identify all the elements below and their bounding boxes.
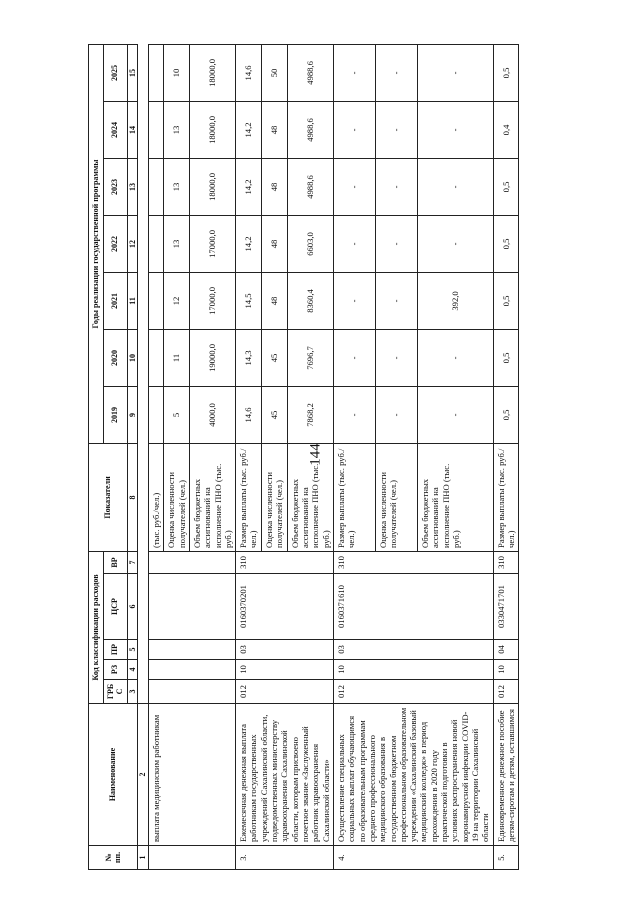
header-years-group: Годы реализации государственной программы — [89, 44, 104, 443]
indicator-label: Оценка численности получателей (чел.) — [261, 443, 287, 551]
year-value-cell: - — [417, 386, 493, 443]
code-grbs: 012 — [493, 680, 519, 704]
code-csr: 0160371610 — [333, 574, 493, 640]
year-value-cell: - — [417, 44, 493, 101]
year-value-cell: 13 — [164, 101, 190, 158]
code-rz: 10 — [236, 660, 334, 680]
col-number: 2 — [138, 704, 149, 846]
col-number: 8 — [127, 443, 138, 551]
col-number: 7 — [127, 551, 138, 573]
col-number: 1 — [138, 846, 149, 870]
year-value-cell: 0,5 — [493, 158, 519, 215]
year-value-cell: - — [333, 215, 375, 272]
code-grbs: 012 — [236, 680, 334, 704]
indicator-label: Объем бюджетных ассигнований на исполнение ПНО (тыс. руб.) — [287, 443, 333, 551]
year-value-cell — [148, 386, 163, 443]
year-value-cell: - — [375, 215, 417, 272]
indicator-label: Размер выплаты (тыс. руб./чел.) — [236, 443, 262, 551]
row-number — [148, 846, 235, 870]
rotated-table-wrapper — [88, 10, 519, 870]
table-body — [148, 44, 518, 869]
code-grbs: 012 — [333, 680, 493, 704]
year-value-cell: 8360,4 — [287, 272, 333, 329]
year-value-cell — [148, 329, 163, 386]
year-value-cell: 0,5 — [493, 44, 519, 101]
year-value-cell: 10 — [164, 44, 190, 101]
year-value-cell: 17000,0 — [189, 215, 235, 272]
col-number: 15 — [127, 44, 138, 101]
year-value-cell — [148, 101, 163, 158]
code-rz: 10 — [333, 660, 493, 680]
year-value-cell — [148, 44, 163, 101]
indicator-label: Размер выплаты (тыс. руб./чел.) — [493, 443, 519, 551]
row-name: Ежемесячная денежная выплата работникам государственных учреждений Сахалинской области, подведомственных министерству здравоохранения Сахалинской области, которым присвоено почетное звание «Заслуженный работник здравоохранения Сахалинской области» — [236, 704, 334, 846]
indicator-label: Объем бюджетных ассигнований на исполнение ПНО (тыс. руб.) — [417, 443, 493, 551]
col-number: 3 — [127, 680, 138, 704]
col-number: 11 — [127, 272, 138, 329]
table-row — [333, 44, 375, 869]
header-rz: РЗ — [103, 660, 127, 680]
year-value-cell: - — [333, 386, 375, 443]
year-value-cell: 0,5 — [493, 386, 519, 443]
year-value-cell: 48 — [261, 272, 287, 329]
table-row — [236, 44, 262, 869]
year-value-cell: 18000,0 — [189, 158, 235, 215]
year-value-cell: 4988,6 — [287, 158, 333, 215]
year-value-cell: 14,6 — [236, 44, 262, 101]
year-value-cell: 6603,0 — [287, 215, 333, 272]
indicator-label: Оценка численности получателей (чел.) — [164, 443, 190, 551]
year-value-cell: 14,3 — [236, 329, 262, 386]
year-value-cell: 18000,0 — [189, 44, 235, 101]
year-value-cell: - — [333, 158, 375, 215]
row-number: 4. — [333, 846, 493, 870]
year-value-cell: - — [417, 101, 493, 158]
year-value-cell: 0,4 — [493, 101, 519, 158]
year-value-cell — [148, 158, 163, 215]
header-code-group: Код классификации расходов — [89, 551, 104, 703]
year-value-cell: - — [375, 101, 417, 158]
header-no: № пп. — [89, 846, 138, 870]
header-year: 2024 — [103, 101, 127, 158]
header-year: 2022 — [103, 215, 127, 272]
code-vr: 310 — [333, 551, 493, 573]
year-value-cell: - — [417, 329, 493, 386]
row-name: Осуществление специальных социальных выплат обучающимся по образовательным программам среднего профессионального медицинского образования в государственном бюджетном профессиональном образовательном учреждении «Сахалинский базовый медицинский колледж» в период прохождения в 2020 году практической подготовки в условиях распространения новой коронавирусной инфекции COVID-19 на территории Сахалинской области — [333, 704, 493, 846]
code-pr — [148, 640, 235, 660]
header-pr: ПР — [103, 640, 127, 660]
year-value-cell: - — [375, 329, 417, 386]
year-value-cell: 48 — [261, 101, 287, 158]
year-value-cell: 45 — [261, 386, 287, 443]
year-value-cell — [148, 272, 163, 329]
year-value-cell: - — [333, 329, 375, 386]
table-row — [148, 44, 163, 869]
year-value-cell: 4988,6 — [287, 44, 333, 101]
row-name: выплата медицинским работникам — [148, 704, 235, 846]
col-number: 9 — [127, 386, 138, 443]
year-value-cell: 0,5 — [493, 272, 519, 329]
code-rz — [148, 660, 235, 680]
row-number: 5. — [493, 846, 519, 870]
year-value-cell: 48 — [261, 158, 287, 215]
year-value-cell: 18000,0 — [189, 101, 235, 158]
year-value-cell: 19000,0 — [189, 329, 235, 386]
header-year: 2025 — [103, 44, 127, 101]
header-grbs: ГРБС — [103, 680, 127, 704]
year-value-cell: 0,5 — [493, 329, 519, 386]
code-grbs — [148, 680, 235, 704]
code-csr — [148, 574, 235, 640]
year-value-cell: - — [417, 158, 493, 215]
header-year: 2023 — [103, 158, 127, 215]
row-name: Единовременное денежное пособие детям-сиротам и детям, оставшимся — [493, 704, 519, 846]
budget-table — [88, 44, 519, 870]
year-value-cell: 14,2 — [236, 101, 262, 158]
header-vr: ВР — [103, 551, 127, 573]
year-value-cell: 5 — [164, 386, 190, 443]
col-number: 13 — [127, 158, 138, 215]
year-value-cell: 14,2 — [236, 158, 262, 215]
year-value-cell: 7868,2 — [287, 386, 333, 443]
code-rz: 10 — [493, 660, 519, 680]
code-pr: 03 — [236, 640, 334, 660]
row-number: 3. — [236, 846, 334, 870]
code-csr: 0160370201 — [236, 574, 334, 640]
page-number: 144 — [307, 443, 324, 466]
table-row — [493, 44, 519, 869]
year-value-cell: 7696,7 — [287, 329, 333, 386]
header-indicators: Показатели — [89, 443, 128, 551]
year-value-cell: - — [333, 44, 375, 101]
col-number: 10 — [127, 329, 138, 386]
year-value-cell: 17000,0 — [189, 272, 235, 329]
year-value-cell: 48 — [261, 215, 287, 272]
col-number: 12 — [127, 215, 138, 272]
indicator-label: Размер выплаты (тыс. руб./чел.) — [333, 443, 375, 551]
year-value-cell: 392,0 — [417, 272, 493, 329]
year-value-cell: 13 — [164, 215, 190, 272]
year-value-cell: 4000,0 — [189, 386, 235, 443]
year-value-cell: - — [375, 272, 417, 329]
year-value-cell: - — [333, 101, 375, 158]
col-number: 4 — [127, 660, 138, 680]
year-value-cell: 13 — [164, 158, 190, 215]
col-number: 14 — [127, 101, 138, 158]
code-pr: 04 — [493, 640, 519, 660]
header-year: 2021 — [103, 272, 127, 329]
year-value-cell: 0,5 — [493, 215, 519, 272]
year-value-cell: 4988,6 — [287, 101, 333, 158]
year-value-cell: - — [333, 272, 375, 329]
header-csr: ЦСР — [103, 574, 127, 640]
year-value-cell: - — [375, 386, 417, 443]
code-pr: 03 — [333, 640, 493, 660]
code-vr — [148, 551, 235, 573]
header-name: Наименование — [89, 704, 138, 846]
indicator-label: Оценка численности получателей (чел.) — [375, 443, 417, 551]
year-value-cell: 50 — [261, 44, 287, 101]
code-vr: 310 — [236, 551, 334, 573]
year-value-cell: 12 — [164, 272, 190, 329]
header-year: 2019 — [103, 386, 127, 443]
col-number: 5 — [127, 640, 138, 660]
year-value-cell: - — [417, 215, 493, 272]
year-value-cell: - — [375, 158, 417, 215]
indicator-label: Объем бюджетных ассигнований на исполнение ПНО (тыс. руб.) — [189, 443, 235, 551]
year-value-cell: 11 — [164, 329, 190, 386]
year-value-cell — [148, 215, 163, 272]
year-value-cell: 14,6 — [236, 386, 262, 443]
year-value-cell: 45 — [261, 329, 287, 386]
year-value-cell: 14,2 — [236, 215, 262, 272]
code-csr: 0330471701 — [493, 574, 519, 640]
indicator-label: (тыс. руб./чел.) — [148, 443, 163, 551]
year-value-cell: - — [375, 44, 417, 101]
year-value-cell: 14,5 — [236, 272, 262, 329]
col-number: 6 — [127, 574, 138, 640]
code-vr: 310 — [493, 551, 519, 573]
header-year: 2020 — [103, 329, 127, 386]
